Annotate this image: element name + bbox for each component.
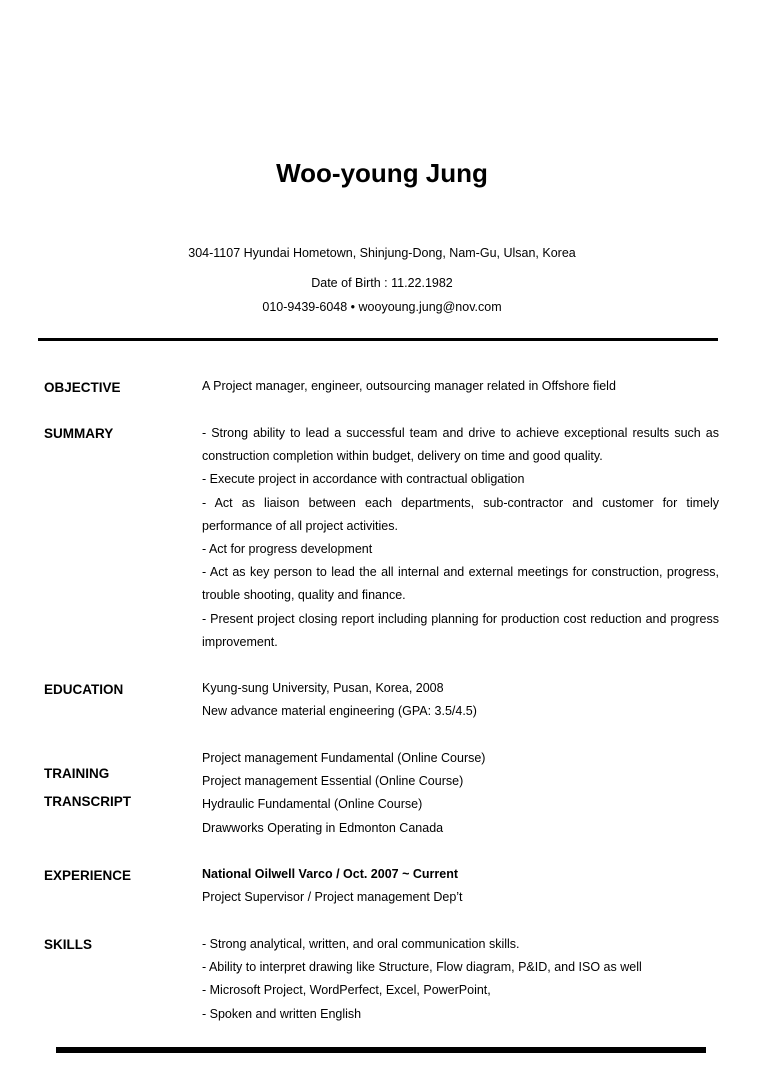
- education-block: [202, 677, 719, 723]
- summary-item: - Strong ability to lead a successful team and drive to achieve exceptional results such as construction completion within budget, delivery on time and good quality.: [202, 426, 719, 464]
- training-line: Project management Fundamental (Online Course): [202, 751, 486, 765]
- summary-item: - Act as liaison between each departments, sub-contractor and customer for timely performance of all project activities.: [202, 495, 719, 533]
- summary-item: - Execute project in accordance with contractual obligation: [202, 472, 525, 487]
- header-divider: [38, 338, 718, 341]
- objective-text: [202, 375, 719, 398]
- summary-item: - Act for progress development: [202, 542, 373, 557]
- date-of-birth: Date of Birth : 11.22.1982: [311, 276, 453, 290]
- summary-list: [202, 422, 719, 654]
- skills-label: SKILLS: [44, 937, 93, 952]
- education-label: EDUCATION: [44, 682, 124, 697]
- address-line: 304-1107 Hyundai Hometown, Shinjung-Dong, Nam-Gu, Ulsan, Korea: [188, 246, 576, 260]
- skill-item: - Microsoft Project, WordPerfect, Excel, PowerPoint,: [202, 983, 491, 998]
- summary-label: SUMMARY: [44, 426, 114, 441]
- skill-item: - Spoken and written English: [202, 1006, 362, 1021]
- experience-role: Project Supervisor / Project management Dep’t: [202, 890, 463, 905]
- phone-email-line: 010-9439-6048 • wooyoung.jung@nov.com: [262, 300, 502, 314]
- experience-company: National Oilwell Varco / Oct. 2007 ~ Current: [202, 867, 458, 881]
- objective-line: A Project manager, engineer, outsourcing manager related in Offshore field: [202, 379, 616, 393]
- skills-list: [202, 933, 719, 1026]
- summary-item: - Present project closing report including planning for production cost reduction and progress improvement.: [202, 611, 719, 649]
- training-line: Hydraulic Fundamental (Online Course): [202, 797, 423, 812]
- objective-label: OBJECTIVE: [44, 380, 121, 395]
- training-line: Drawworks Operating in Edmonton Canada: [202, 820, 444, 835]
- summary-item: - Act as key person to lead the all internal and external meetings for construction, progress, trouble shooting, quality and finance.: [202, 565, 719, 603]
- experience-label: EXPERIENCE: [44, 868, 132, 883]
- resume-name: Woo-young Jung: [276, 158, 488, 188]
- education-line: New advance material engineering (GPA: 3.5/4.5): [202, 704, 477, 719]
- training-line: Project management Essential (Online Course): [202, 774, 464, 789]
- experience-block: [202, 863, 719, 909]
- skill-item: - Ability to interpret drawing like Structure, Flow diagram, P&ID, and ISO as well: [202, 960, 642, 975]
- training-label: TRAINING: [44, 766, 110, 781]
- training-block: [202, 747, 719, 840]
- skill-item: - Strong analytical, written, and oral communication skills.: [202, 937, 520, 951]
- transcript-label: TRANSCRIPT: [44, 794, 131, 809]
- education-line: Kyung-sung University, Pusan, Korea, 2008: [202, 681, 444, 695]
- footer-divider: [56, 1047, 706, 1053]
